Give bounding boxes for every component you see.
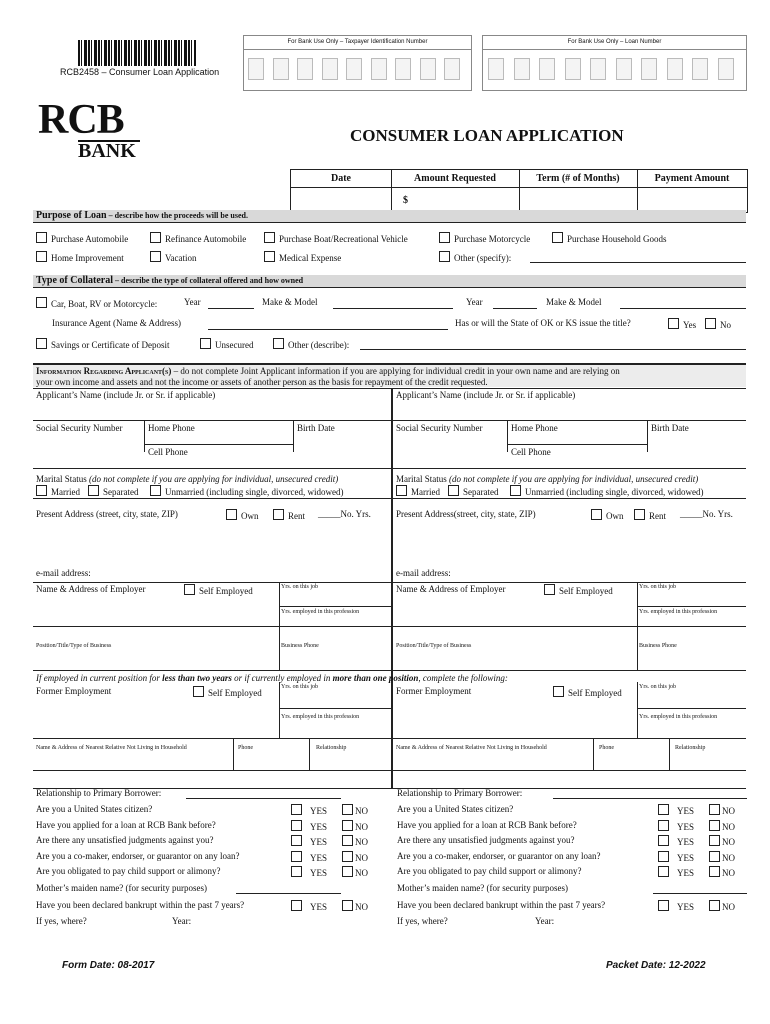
joint-position-label: Position/Title/Type of Business (396, 643, 472, 649)
checkbox[interactable] (658, 820, 669, 831)
loan-digit-box[interactable] (667, 58, 683, 80)
page-title: CONSUMER LOAN APPLICATION (350, 126, 624, 145)
primary-question: Have you applied for a loan at RCB Bank before? (36, 819, 216, 830)
primary-years-label: _____No. Yrs. (318, 509, 371, 519)
primary-cell-phone-label: Cell Phone (148, 447, 188, 457)
purpose-vacation[interactable]: Vacation (150, 251, 197, 263)
checkbox[interactable] (291, 866, 302, 877)
primary-maiden-field[interactable] (236, 893, 341, 894)
primary-question-yes[interactable]: YES (291, 804, 327, 816)
insurance-agent-label: Insurance Agent (Name & Address) (52, 318, 181, 328)
checkbox[interactable] (709, 835, 720, 846)
joint-yrs-job-label: Yrs. on this job (639, 584, 677, 590)
primary-question-yes[interactable]: YES (291, 820, 327, 832)
checkbox[interactable] (150, 485, 161, 496)
primary-question-yes[interactable]: YES (291, 851, 327, 863)
checkbox[interactable] (709, 866, 720, 877)
dollar-sign: $ (403, 195, 408, 206)
checkbox[interactable] (709, 900, 720, 911)
purpose-other[interactable]: Other (specify): (439, 251, 511, 263)
joint-relationship-field[interactable] (553, 798, 747, 799)
collateral-make-field[interactable] (333, 308, 453, 309)
primary-self-employed[interactable]: Self Employed (184, 584, 253, 596)
primary-bus-phone-label: Business Phone (281, 643, 319, 649)
joint-separated[interactable]: Separated (448, 485, 498, 497)
primary-own[interactable]: Own (226, 509, 259, 521)
loan-digit-box[interactable] (692, 58, 708, 80)
checkbox[interactable] (150, 251, 161, 262)
joint-former-yrs-prof: Yrs. employed in this profession (639, 714, 718, 720)
joint-question: Are you a co-maker, endorser, or guarantor on any loan? (397, 850, 601, 861)
col-payment: Payment Amount (654, 173, 730, 184)
barcode-caption: RCB2458 – Consumer Loan Application (60, 67, 220, 77)
joint-question-no[interactable]: NO (709, 851, 735, 863)
checkbox[interactable] (273, 509, 284, 520)
collateral-make2-field[interactable] (620, 308, 746, 309)
info-heading: Information Regarding Applicant(s) – do not complete Joint Applicant information if you are applying for individual credit in your own name and are relying on (36, 366, 620, 376)
primary-yrs-prof-label: Yrs. employed in this profession (281, 609, 360, 615)
logo-rcb: RCB (38, 97, 124, 143)
primary-rent[interactable]: Rent (273, 509, 305, 521)
joint-question-yes[interactable]: YES (658, 804, 694, 816)
checkbox[interactable] (88, 485, 99, 496)
checkbox[interactable] (193, 686, 204, 697)
joint-bankrupt-no[interactable]: NO (709, 900, 735, 912)
primary-relative-label: Name & Address of Nearest Relative Not Living in Household (36, 745, 187, 751)
checkbox[interactable] (705, 318, 716, 329)
checkbox[interactable] (553, 686, 564, 697)
collateral-year2-label: Year (466, 297, 483, 307)
joint-question-no[interactable]: NO (709, 866, 735, 878)
primary-relative-phone: Phone (238, 745, 253, 751)
loan-digit-box[interactable] (616, 58, 632, 80)
checkbox[interactable] (291, 820, 302, 831)
purpose-refinance[interactable]: Refinance Automobile (150, 232, 246, 244)
joint-relationship-label: Relationship (675, 745, 706, 751)
loan-digit-box[interactable] (641, 58, 657, 80)
checkbox[interactable] (291, 900, 302, 911)
primary-former-label: Former Employment (36, 686, 112, 696)
primary-question: Are you a co-maker, endorser, or guarantor on any loan? (36, 850, 240, 861)
checkbox[interactable] (658, 851, 669, 862)
primary-employer-label: Name & Address of Employer (36, 584, 146, 594)
collateral-make2-label: Make & Model (546, 297, 602, 307)
joint-question-yes[interactable]: YES (658, 851, 694, 863)
tin-digit-box[interactable] (420, 58, 436, 80)
joint-ssn-label: Social Security Number (396, 423, 483, 433)
joint-former-yrs-job: Yrs. on this job (639, 684, 677, 690)
info-line2: your own income and assets and not the income or assets of another person as the basis for repayment of the credit requested. (36, 377, 488, 387)
collateral-year2-field[interactable] (493, 308, 537, 309)
checkbox[interactable] (264, 251, 275, 262)
tin-digit-box[interactable] (273, 58, 289, 80)
primary-question-no[interactable]: NO (342, 851, 368, 863)
primary-relationship-field[interactable] (186, 798, 341, 799)
title-question: Has or will the State of OK or KS issue the title? (455, 318, 631, 328)
primary-married[interactable]: Married (36, 485, 80, 497)
loan-digit-box[interactable] (718, 58, 734, 80)
checkbox[interactable] (342, 820, 353, 831)
tin-digit-box[interactable] (346, 58, 362, 80)
joint-relative-phone: Phone (599, 745, 614, 751)
joint-relative-label: Name & Address of Nearest Relative Not Living in Household (396, 745, 547, 751)
primary-question-no[interactable]: NO (342, 835, 368, 847)
loan-number-label: For Bank Use Only – Loan Number (567, 39, 662, 45)
checkbox[interactable] (342, 900, 353, 911)
primary-relationship-label: Relationship to Primary Borrower: (36, 788, 162, 798)
primary-question-yes[interactable]: YES (291, 835, 327, 847)
joint-relationship-label: Relationship to Primary Borrower: (397, 788, 523, 798)
checkbox[interactable] (342, 866, 353, 877)
logo-bank: BANK (78, 140, 140, 160)
checkbox[interactable] (342, 835, 353, 846)
primary-marital-label: Marital Status (do not complete if you are applying for individual, unsecured credit) (36, 474, 339, 484)
checkbox[interactable] (591, 509, 602, 520)
joint-question-no[interactable]: NO (709, 820, 735, 832)
collateral-unsecured[interactable]: Unsecured (200, 338, 253, 350)
checkbox[interactable] (634, 509, 645, 520)
purpose-automobile[interactable]: Purchase Automobile (36, 232, 128, 244)
checkbox[interactable] (396, 485, 407, 496)
primary-address-label: Present Address (street, city, state, ZIP) (36, 509, 178, 519)
primary-maiden-label: Mother’s maiden name? (for security purposes) (36, 883, 208, 893)
checkbox[interactable] (552, 232, 563, 243)
checkbox[interactable] (200, 338, 211, 349)
loan-digit-box[interactable] (539, 58, 555, 80)
joint-former-self[interactable]: Self Employed (553, 686, 622, 698)
primary-unmarried[interactable]: Unmarried (including single, divorced, widowed) (150, 485, 343, 497)
joint-question: Are you a United States citizen? (397, 804, 514, 814)
joint-own[interactable]: Own (591, 509, 624, 521)
loan-digit-box[interactable] (590, 58, 606, 80)
joint-question-no[interactable]: NO (709, 804, 735, 816)
purpose-home[interactable]: Home Improvement (36, 251, 124, 263)
checkbox[interactable] (658, 835, 669, 846)
primary-former-yrs-prof: Yrs. employed in this profession (281, 714, 360, 720)
collateral-vehicle[interactable]: Car, Boat, RV or Motorcycle: (36, 297, 157, 309)
checkbox[interactable] (510, 485, 521, 496)
loan-digit-box[interactable] (488, 58, 504, 80)
primary-year-label: Year: (172, 916, 192, 926)
tin-digit-box[interactable] (322, 58, 338, 80)
primary-question: Are there any unsatisfied judgments against you? (36, 835, 214, 845)
col-amount: Amount Requested (414, 173, 496, 184)
title-yes[interactable]: Yes (668, 318, 696, 330)
primary-question-yes[interactable]: YES (291, 866, 327, 878)
checkbox[interactable] (439, 232, 450, 243)
insurance-agent-field[interactable] (208, 329, 448, 330)
tin-digit-box[interactable] (371, 58, 387, 80)
primary-question-no[interactable]: NO (342, 804, 368, 816)
checkbox[interactable] (150, 232, 161, 243)
primary-yrs-job-label: Yrs. on this job (281, 584, 319, 590)
collateral-savings[interactable]: Savings or Certificate of Deposit (36, 338, 169, 350)
checkbox[interactable] (658, 866, 669, 877)
primary-bankrupt-label: Have you been declared bankrupt within the past 7 years? (36, 900, 245, 910)
joint-year-label: Year: (535, 916, 555, 926)
joint-question-no[interactable]: NO (709, 835, 735, 847)
barcode (78, 40, 196, 66)
joint-birth-date-label: Birth Date (651, 423, 689, 433)
purpose-household[interactable]: Purchase Household Goods (552, 232, 667, 244)
purpose-boat[interactable]: Purchase Boat/Recreational Vehicle (264, 232, 408, 244)
joint-bus-phone-label: Business Phone (639, 643, 677, 649)
logo (38, 97, 140, 162)
checkbox[interactable] (342, 851, 353, 862)
tin-digit-box[interactable] (444, 58, 460, 80)
primary-question: Are you a United States citizen? (36, 804, 153, 814)
checkbox[interactable] (668, 318, 679, 329)
primary-home-phone-label: Home Phone (148, 423, 195, 433)
joint-question-yes[interactable]: YES (658, 866, 694, 878)
primary-question: Are you obligated to pay child support or alimony? (36, 866, 221, 876)
checkbox[interactable] (36, 251, 47, 262)
joint-unmarried[interactable]: Unmarried (including single, divorced, widowed) (510, 485, 703, 497)
joint-question: Are you obligated to pay child support or alimony? (397, 866, 582, 876)
checkbox[interactable] (709, 820, 720, 831)
joint-rent[interactable]: Rent (634, 509, 666, 521)
primary-former-yrs-job: Yrs. on this job (281, 684, 319, 690)
checkbox[interactable] (184, 584, 195, 595)
checkbox[interactable] (273, 338, 284, 349)
joint-cell-phone-label: Cell Phone (511, 447, 551, 457)
collateral-make-label: Make & Model (262, 297, 318, 307)
checkbox[interactable] (544, 584, 555, 595)
checkbox[interactable] (264, 232, 275, 243)
joint-question: Are there any unsatisfied judgments against you? (397, 835, 575, 845)
checkbox[interactable] (658, 900, 669, 911)
primary-bankrupt-no[interactable]: NO (342, 900, 368, 912)
joint-self-employed[interactable]: Self Employed (544, 584, 613, 596)
checkbox[interactable] (226, 509, 237, 520)
col-term: Term (# of Months) (536, 173, 620, 184)
tin-label: For Bank Use Only – Taxpayer Identification Number (287, 39, 428, 45)
checkbox[interactable] (709, 851, 720, 862)
primary-question-no[interactable]: NO (342, 820, 368, 832)
joint-question-yes[interactable]: YES (658, 820, 694, 832)
purpose-heading: Purpose of Loan – describe how the proceeds will be used. (36, 210, 248, 221)
joint-address-label: Present Address(street, city, state, ZIP) (396, 509, 536, 519)
primary-where-label: If yes, where? (36, 916, 87, 926)
joint-name-label: Applicant’s Name (include Jr. or Sr. if applicable) (396, 390, 576, 400)
tin-digit-box[interactable] (297, 58, 313, 80)
employed-note: If employed in current position for less than two years or if currently employed in more than one position, complete the following: (36, 673, 508, 683)
primary-bankrupt-yes[interactable]: YES (291, 900, 327, 912)
checkbox[interactable] (36, 485, 47, 496)
collateral-heading: Type of Collateral – describe the type of collateral offered and how owned (36, 275, 304, 286)
checkbox[interactable] (342, 804, 353, 815)
loan-table (290, 169, 748, 213)
collateral-other-field[interactable] (360, 349, 746, 350)
joint-yrs-prof-label: Yrs. employed in this profession (639, 609, 718, 615)
col-date: Date (331, 173, 351, 184)
joint-married[interactable]: Married (396, 485, 440, 497)
checkbox[interactable] (658, 804, 669, 815)
primary-question-no[interactable]: NO (342, 866, 368, 878)
primary-name-label: Applicant’s Name (include Jr. or Sr. if applicable) (36, 390, 216, 400)
checkbox[interactable] (439, 251, 450, 262)
purpose-medical[interactable]: Medical Expense (264, 251, 341, 263)
checkbox[interactable] (36, 297, 47, 308)
joint-maiden-label: Mother’s maiden name? (for security purposes) (397, 883, 569, 893)
joint-bankrupt-yes[interactable]: YES (658, 900, 694, 912)
joint-bankrupt-label: Have you been declared bankrupt within the past 7 years? (397, 900, 606, 910)
joint-question: Have you applied for a loan at RCB Bank before? (397, 819, 577, 830)
joint-home-phone-label: Home Phone (511, 423, 558, 433)
loan-digit-box[interactable] (565, 58, 581, 80)
joint-employer-label: Name & Address of Employer (396, 584, 506, 594)
joint-years-label: _____No. Yrs. (680, 509, 733, 519)
title-no[interactable]: No (705, 318, 731, 330)
purpose-other-field[interactable] (530, 262, 746, 263)
joint-question-yes[interactable]: YES (658, 835, 694, 847)
joint-marital-label: Marital Status (do not complete if you are applying for individual, unsecured credit) (396, 474, 699, 484)
collateral-year-label: Year (184, 297, 201, 307)
primary-separated[interactable]: Separated (88, 485, 138, 497)
checkbox[interactable] (709, 804, 720, 815)
packet-date: Packet Date: 12-2022 (606, 960, 706, 971)
primary-ssn-label: Social Security Number (36, 423, 123, 433)
checkbox[interactable] (291, 835, 302, 846)
primary-birth-date-label: Birth Date (297, 423, 335, 433)
primary-relationship-label: Relationship (316, 745, 347, 751)
checkbox[interactable] (36, 232, 47, 243)
collateral-other[interactable]: Other (describe): (273, 338, 349, 350)
joint-maiden-field[interactable] (653, 893, 747, 894)
checkbox[interactable] (291, 851, 302, 862)
collateral-year-field[interactable] (208, 308, 254, 309)
loan-digit-box[interactable] (514, 58, 530, 80)
tin-digit-box[interactable] (248, 58, 264, 80)
checkbox[interactable] (36, 338, 47, 349)
form-date: Form Date: 08-2017 (62, 960, 155, 971)
checkbox[interactable] (448, 485, 459, 496)
joint-where-label: If yes, where? (397, 916, 448, 926)
tin-digit-box[interactable] (395, 58, 411, 80)
primary-former-self[interactable]: Self Employed (193, 686, 262, 698)
joint-email-label: e-mail address: (396, 568, 451, 578)
primary-email-label: e-mail address: (36, 568, 91, 578)
checkbox[interactable] (291, 804, 302, 815)
joint-former-label: Former Employment (396, 686, 472, 696)
purpose-motorcycle[interactable]: Purchase Motorcycle (439, 232, 530, 244)
primary-position-label: Position/Title/Type of Business (36, 643, 112, 649)
